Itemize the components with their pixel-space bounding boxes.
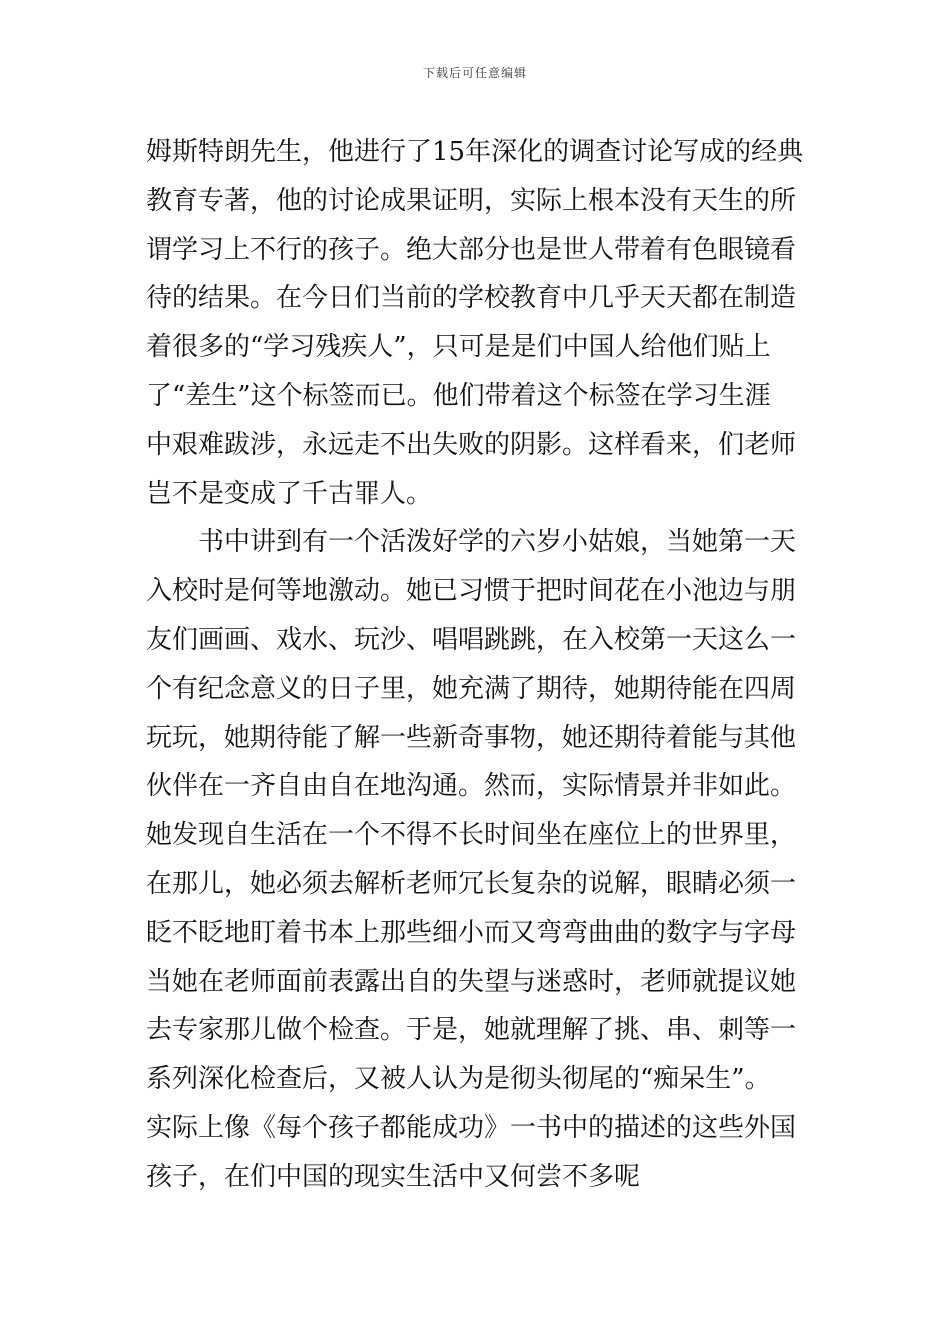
text-line: 在那儿，她必须去解析老师冗长复杂的说解，眼睛必须一 xyxy=(146,868,797,899)
text-line: 她发现自生活在一个不得不长时间坐在座位上的世界里， xyxy=(146,820,797,851)
page-header: 下载后可任意编辑 xyxy=(422,66,527,80)
text-line: 伙伴在一齐自由自在地沟通。然而，实际情景并非如此。 xyxy=(146,771,797,802)
body-text xyxy=(146,128,808,1202)
text-line: 个有纪念意义的日子里，她充满了期待，她期待能在四周 xyxy=(146,673,797,704)
text-line: 岂不是变成了千古罪人。 xyxy=(146,478,433,509)
text-line: 姆斯特朗先生，他进行了15年深化的调查讨论写成的经典 xyxy=(146,137,804,167)
text-line: 了“差生”这个标签而已。他们带着这个标签在学习生涯 xyxy=(146,380,771,411)
text-line: 当她在老师面前表露出自的失望与迷惑时，老师就提议她 xyxy=(146,966,797,997)
text-line: 眨不眨地盯着书本上那些细小而又弯弯曲曲的数字与字母 xyxy=(146,917,797,948)
text-line: 中艰难跋涉，永远走不出失败的阴影。这样看来，们老师 xyxy=(146,429,797,460)
text-line: 着很多的“学习残疾人”，只可是是们中国人给他们贴上 xyxy=(146,332,771,363)
text-line: 教育专著，他的讨论成果证明，实际上根本没有天生的所 xyxy=(146,185,797,216)
text-line: 实际上像《每个孩子都能成功》一书中的描述的这些外国 xyxy=(146,1112,797,1143)
paragraph-2 xyxy=(146,518,808,1201)
text-line: 入校时是何等地激动。她已习惯于把时间花在小池边与朋 xyxy=(146,576,797,607)
text-line: 书中讲到有一个活泼好学的六岁小姑娘，当她第一天 xyxy=(198,527,797,558)
text-line: 系列深化检查后，又被人认为是彻头彻尾的“痴呆生”。 xyxy=(146,1064,771,1095)
text-line: 待的结果。在今日们当前的学校教育中几乎天天都在制造 xyxy=(146,283,797,314)
text-line: 孩子，在们中国的现实生活中又何尝不多呢 xyxy=(146,1161,641,1192)
text-line: 谓学习上不行的孩子。绝大部分也是世人带着有色眼镜看 xyxy=(146,234,797,265)
paragraph-1 xyxy=(146,128,808,518)
text-line: 玩玩，她期待能了解一些新奇事物，她还期待着能与其他 xyxy=(146,722,797,753)
text-line: 去专家那儿做个检查。于是，她就理解了挑、串、刺等一 xyxy=(146,1015,797,1046)
text-line: 友们画画、戏水、玩沙、唱唱跳跳，在入校第一天这么一 xyxy=(146,624,797,655)
